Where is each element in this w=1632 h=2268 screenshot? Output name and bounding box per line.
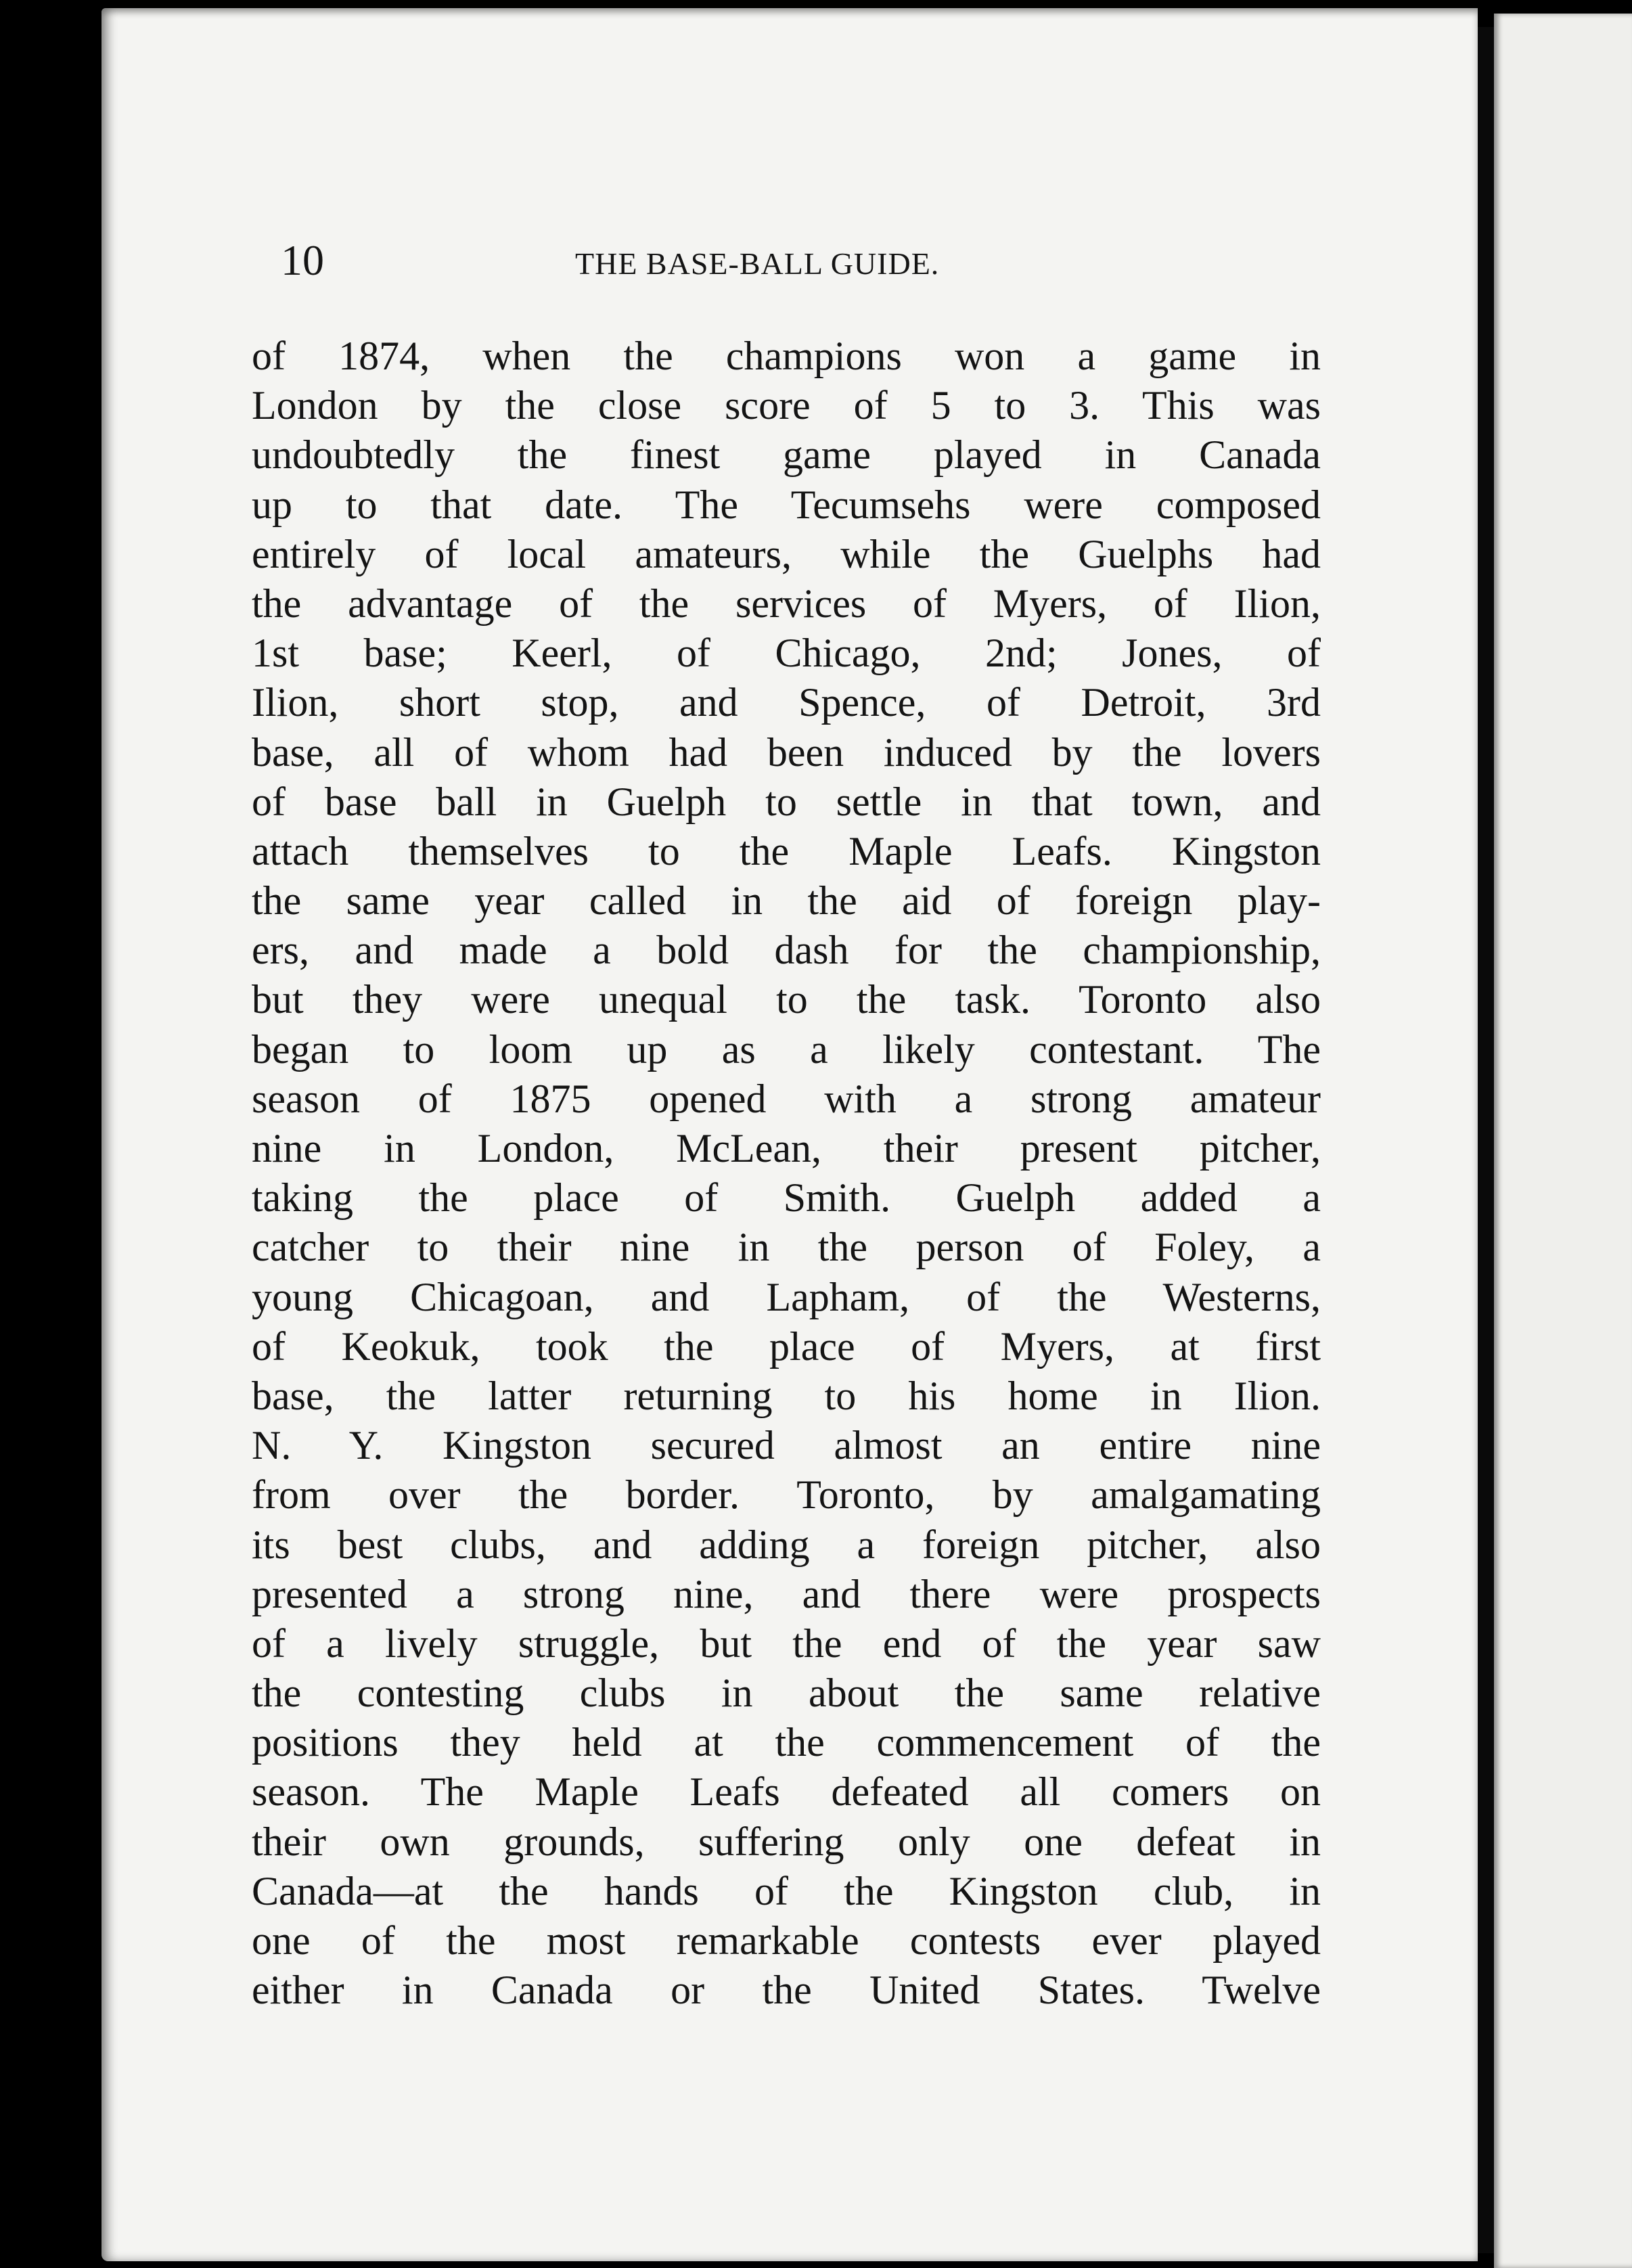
body-text xyxy=(252,332,1321,2015)
text-line: season of 1875 opened with a strong amateur xyxy=(252,1076,1321,1121)
text-line: either in Canada or the United States. Twelve xyxy=(252,1968,1321,2013)
text-line: ers, and made a bold dash for the championship, xyxy=(252,928,1321,973)
text-line: N. Y. Kingston secured almost an entire nine xyxy=(252,1423,1321,1468)
text-line: the contesting clubs in about the same relative xyxy=(252,1671,1321,1716)
text-line: the advantage of the services of Myers, of Ilion, xyxy=(252,581,1321,626)
gutter-shadow xyxy=(1478,27,1494,2253)
text-line: of base ball in Guelph to settle in that town, and xyxy=(252,779,1321,824)
text-line: attach themselves to the Maple Leafs. Kingston xyxy=(252,828,1321,874)
text-line: entirely of local amateurs, while the Guelphs had xyxy=(252,531,1321,576)
text-line: young Chicagoan, and Lapham, of the Westerns, xyxy=(252,1274,1321,1319)
text-line: their own grounds, suffering only one defeat in xyxy=(252,1819,1321,1864)
text-line: base, all of whom had been induced by the lovers xyxy=(252,729,1321,775)
text-line: of 1874, when the champions won a game in xyxy=(252,334,1321,378)
text-line: taking the place of Smith. Guelph added a xyxy=(252,1175,1321,1221)
text-line: presented a strong nine, and there were prospects xyxy=(252,1571,1321,1616)
text-line: positions they held at the commencement of the xyxy=(252,1720,1321,1765)
text-line: from over the border. Toronto, by amalgamating xyxy=(252,1472,1321,1518)
text-line: its best clubs, and adding a foreign pitcher, also xyxy=(252,1522,1321,1567)
running-title: THE BASE-BALL GUIDE. xyxy=(575,246,940,281)
text-line: undoubtedly the finest game played in Canada xyxy=(252,432,1321,478)
text-line: of a lively struggle, but the end of the year saw xyxy=(252,1620,1321,1666)
facing-page-edge xyxy=(1494,14,1632,2268)
text-line: began to loom up as a likely contestant. The xyxy=(252,1026,1321,1072)
text-line: London by the close score of 5 to 3. This was xyxy=(252,383,1321,428)
text-line: base, the latter returning to his home in Ilion. xyxy=(252,1373,1321,1418)
text-line: the same year called in the aid of foreign play- xyxy=(252,878,1321,924)
text-line: catcher to their nine in the person of Foley, a xyxy=(252,1225,1321,1270)
text-line: Ilion, short stop, and Spence, of Detroit, 3rd xyxy=(252,680,1321,725)
text-line: but they were unequal to the task. Toronto also xyxy=(252,977,1321,1022)
text-line: of Keokuk, took the place of Myers, at first xyxy=(252,1323,1321,1369)
page-number: 10 xyxy=(281,236,324,284)
text-line: season. The Maple Leafs defeated all comers on xyxy=(252,1769,1321,1815)
text-line: 1st base; Keerl, of Chicago, 2nd; Jones, of xyxy=(252,631,1321,676)
running-head xyxy=(281,233,1330,288)
text-line: nine in London, McLean, their present pitcher, xyxy=(252,1126,1321,1171)
text-line: one of the most remarkable contests ever played xyxy=(252,1918,1321,1963)
text-line: Canada—at the hands of the Kingston club, in xyxy=(252,1868,1321,1913)
text-line: up to that date. The Tecumsehs were composed xyxy=(252,482,1321,527)
